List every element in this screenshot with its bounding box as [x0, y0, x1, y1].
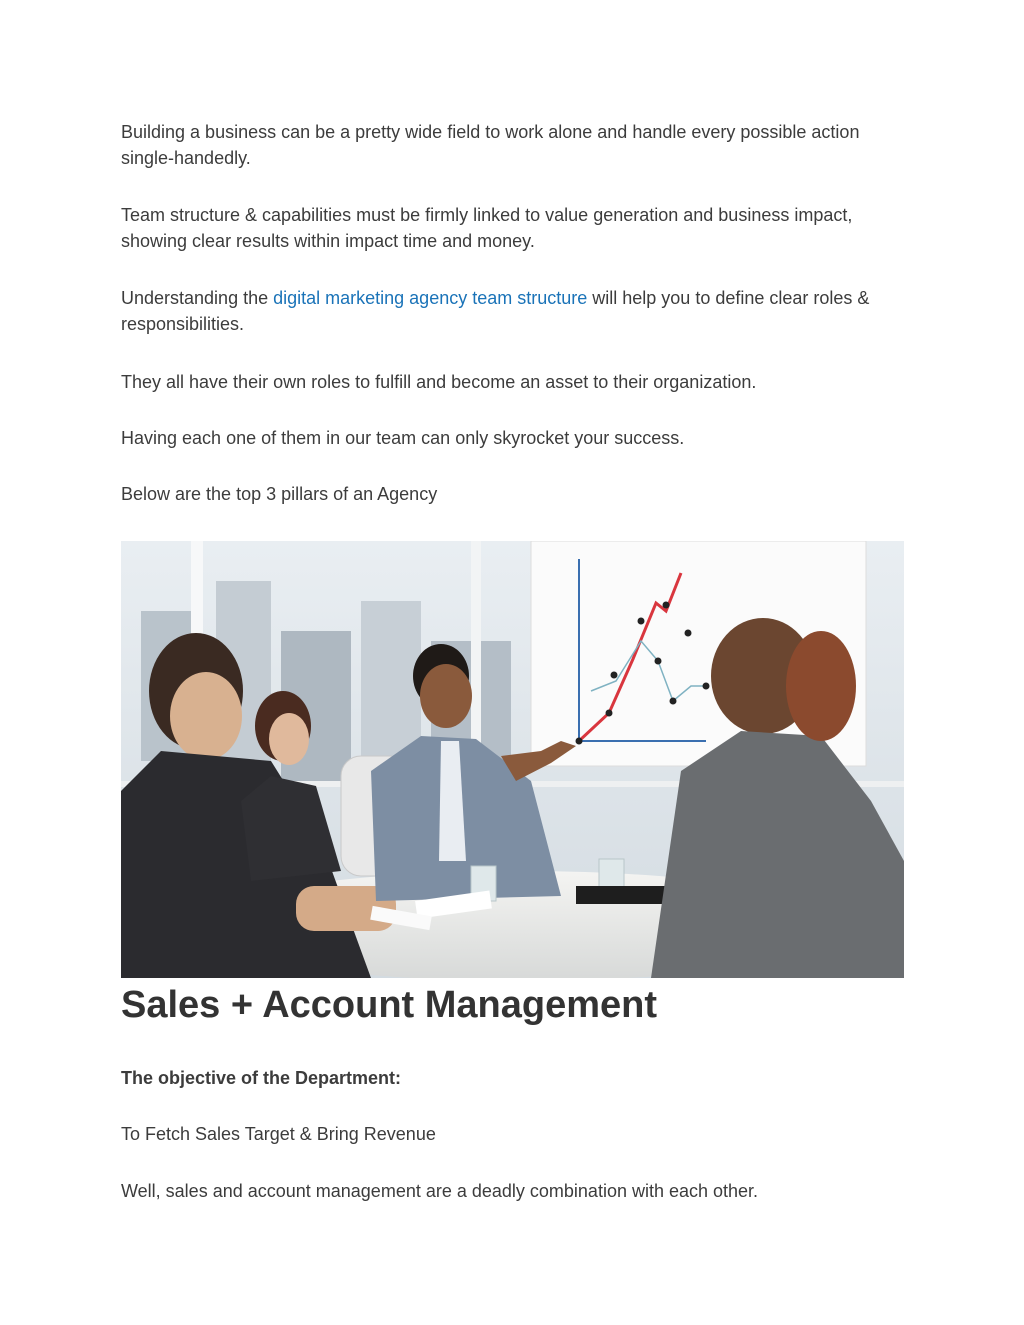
intro-paragraph: Building a business can be a pretty wide field to work alone and handle every possible action single-handedly. [121, 122, 860, 168]
success-paragraph: Having each one of them in our team can only skyrocket your success. [121, 428, 685, 448]
agency-team-structure-link[interactable]: digital marketing agency team structure [273, 288, 588, 308]
understanding-text-before: Understanding the [121, 288, 274, 308]
section-heading: Sales + Account Management [121, 984, 658, 1026]
objective-value: To Fetch Sales Target & Bring Revenue [121, 1124, 436, 1144]
team-meeting-photo [121, 541, 904, 978]
objective-label: The objective of the Department: [121, 1068, 402, 1088]
pillars-paragraph: Below are the top 3 pillars of an Agency [121, 484, 438, 504]
roles-paragraph: They all have their own roles to fulfill and become an asset to their organization. [121, 372, 757, 392]
team-structure-paragraph: Team structure & capabilities must be firmly linked to value generation and business impact, showing clear results within impact time and money. [121, 205, 853, 251]
understanding-text-after: will help you to define clear roles & responsibilities. [121, 288, 870, 334]
closing-paragraph: Well, sales and account management are a deadly combination with each other. [121, 1181, 759, 1201]
understanding-paragraph [121, 285, 881, 337]
